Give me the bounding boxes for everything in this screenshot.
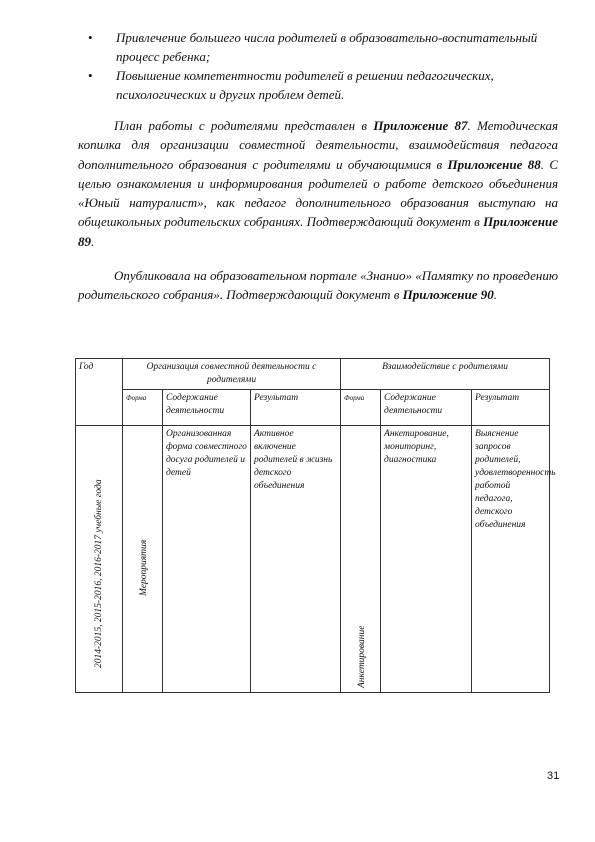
cell-result-1: Активное включение родителей в жизнь детского объединения	[251, 426, 341, 693]
form-label-survey: Анкетирование	[357, 625, 368, 688]
bullet-text: Повышение компетентности родителей в решении педагогических, психологических и других проблем детей.	[116, 68, 494, 102]
paragraph-publication	[78, 266, 558, 305]
cell-content-1: Организованная форма совместного досуга родителей и детей	[163, 426, 251, 693]
page-number: 31	[547, 770, 560, 782]
appendix-ref: Приложение 88	[447, 156, 541, 172]
subheader-result: Результат	[251, 390, 341, 426]
para-text: Опубликовала на образовательном портале «Знанио» «Памятку по проведению родительского собрания». Подтверждающий документ в	[78, 268, 558, 303]
bullet-icon: •	[88, 68, 93, 83]
para-text: .	[493, 287, 498, 303]
appendix-ref: Приложение 89	[78, 214, 559, 249]
subheader-form: Форма	[341, 390, 381, 426]
appendix-ref: Приложение 87	[373, 118, 468, 133]
parent-work-table	[75, 358, 556, 693]
bullet-icon: •	[88, 30, 93, 45]
para-text: . С целью ознакомления и информирования родителей о работе детского объединения «Юный натуралист», как педагог дополнительного образования выступаю на общешкольных родительских собраниях. Подтверждающий документ в	[78, 156, 559, 230]
para-text: . Методическая копилка для организации совместной деятельности, взаимодействия педагога дополнительного образования с родителями и обучающимися в	[78, 118, 558, 172]
header-year: Год	[76, 359, 123, 426]
subheader-result: Результат	[472, 390, 550, 426]
cell-form-1	[123, 426, 163, 693]
cell-content-2: Анкетирование, мониторинг, диагностика	[381, 426, 472, 693]
para-text: .	[91, 233, 95, 249]
appendix-ref: Приложение 90	[402, 287, 494, 303]
paragraph-work-plan	[78, 116, 558, 251]
year-label: 2014-2015, 2015-2016, 2016-2017 учебные года	[94, 479, 104, 668]
subheader-content: Содержание деятельности	[381, 390, 472, 426]
para-text: План работы с родителями представлен в	[114, 118, 368, 133]
cell-year	[76, 426, 123, 693]
cell-form-2	[341, 426, 381, 693]
form-label-events: Мероприятия	[139, 539, 149, 596]
bullet-item	[78, 28, 558, 66]
bullet-list	[78, 28, 558, 104]
header-interaction: Взаимодействие с родителями	[341, 359, 550, 390]
subheader-content: Содержание деятельности	[163, 390, 251, 426]
bullet-item	[78, 66, 558, 104]
subheader-form: Форма	[123, 390, 163, 426]
header-joint-activity: Организация совместной деятельности с родителями	[123, 359, 341, 390]
bullet-text: Привлечение большего числа родителей в образовательно-воспитательный процесс ребенка;	[116, 30, 538, 64]
cell-result-2: Выяснение запросов родителей, удовлетворенность работой педагога, детского объединения	[472, 426, 550, 693]
